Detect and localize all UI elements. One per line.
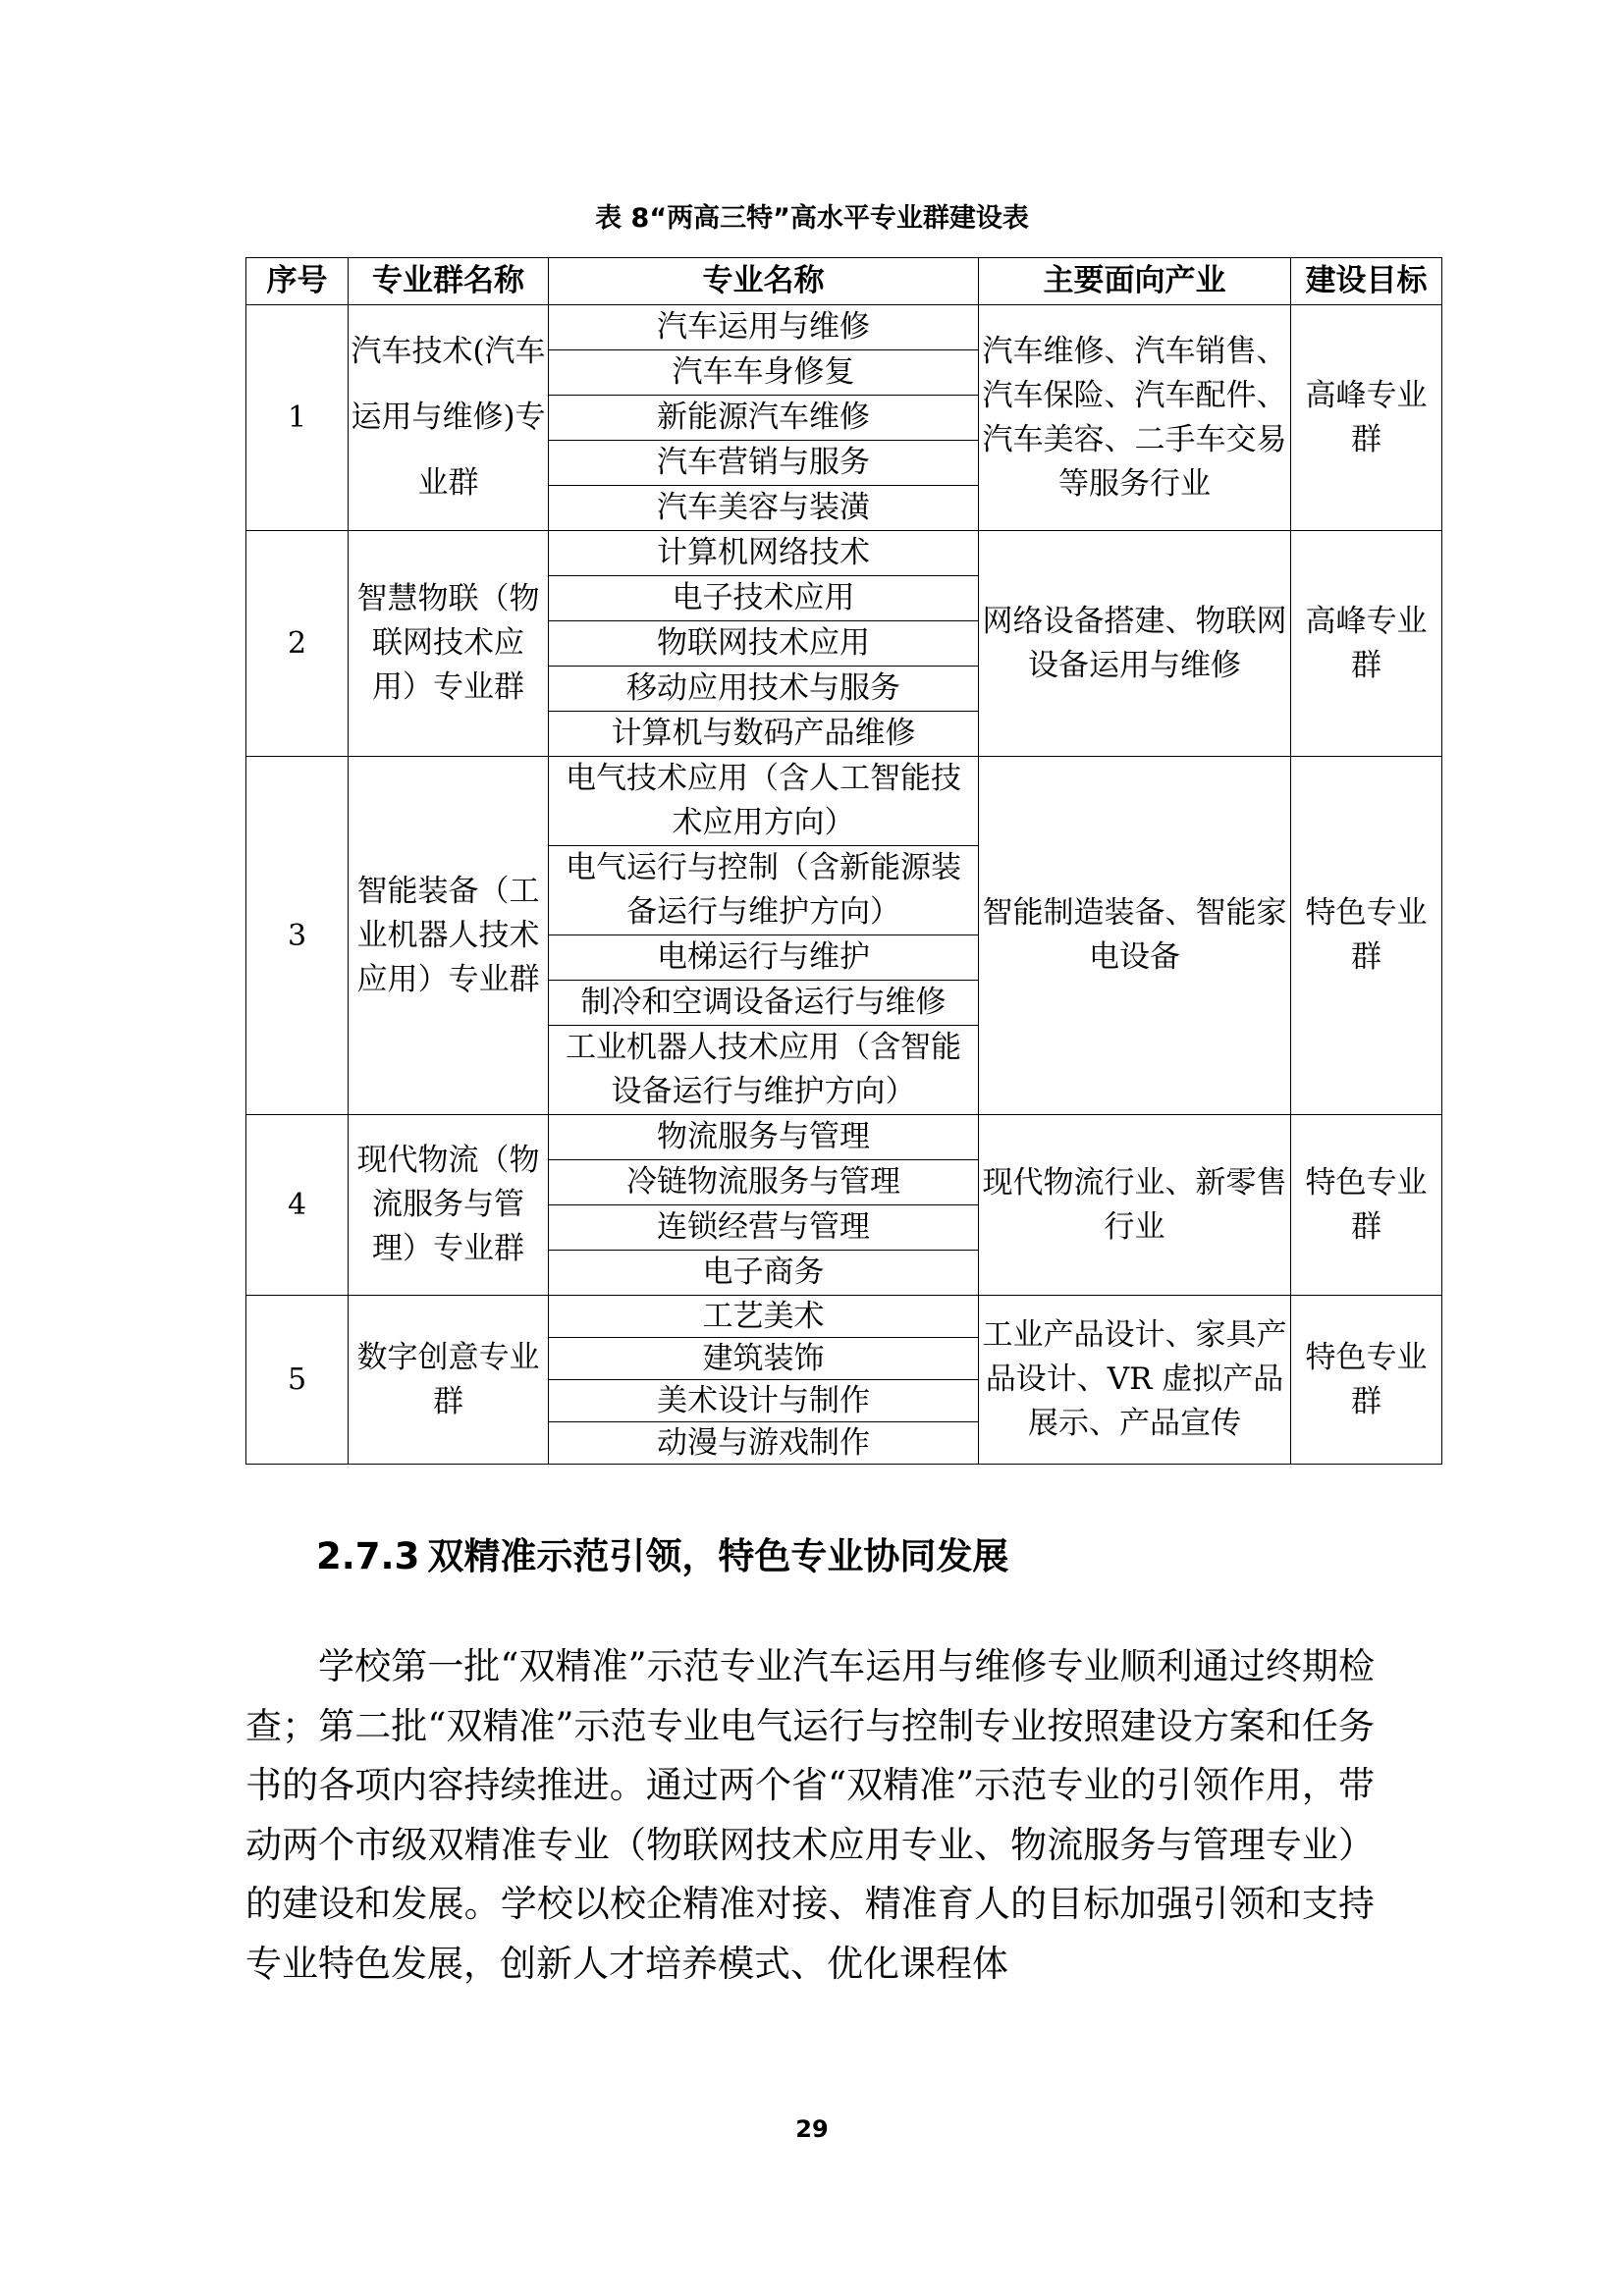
table-row [246,1115,1442,1160]
group-industry: 汽车维修、汽车销售、汽车保险、汽车配件、汽车美容、二手车交易等服务行业 [979,305,1291,531]
major-name: 电气运行与控制（含新能源装备运行与维护方向） [549,846,979,935]
major-name: 工业机器人技术应用（含智能设备运行与维护方向） [549,1026,979,1115]
major-name: 冷链物流服务与管理 [549,1160,979,1205]
group-name: 智慧物联（物联网技术应用）专业群 [349,531,549,757]
table-row [246,757,1442,846]
major-name: 新能源汽车维修 [549,396,979,441]
group-goal: 高峰专业群 [1291,305,1442,531]
specialty-group-table [245,257,1442,1465]
section-title: 双精准示范引领，特色专业协同发展 [427,1535,1009,1577]
group-number: 3 [246,757,349,1115]
group-name: 数字创意专业群 [349,1296,549,1465]
major-name: 汽车运用与维修 [549,305,979,350]
group-name: 智能装备（工业机器人技术应用）专业群 [349,757,549,1115]
group-number: 1 [246,305,349,531]
group-goal: 高峰专业群 [1291,531,1442,757]
major-name: 制冷和空调设备运行与维修 [549,981,979,1026]
major-name: 汽车车身修复 [549,350,979,396]
major-name: 电子商务 [549,1251,979,1296]
major-name: 汽车营销与服务 [549,441,979,486]
major-name: 工艺美术 [549,1296,979,1338]
group-number: 5 [246,1296,349,1465]
header-group-name: 专业群名称 [349,258,549,305]
group-goal: 特色专业群 [1291,1115,1442,1296]
section-heading [316,1526,1008,1579]
major-name: 连锁经营与管理 [549,1205,979,1251]
header-index: 序号 [246,258,349,305]
group-goal: 特色专业群 [1291,1296,1442,1465]
page-number: 29 [795,2115,829,2143]
group-industry: 现代物流行业、新零售行业 [979,1115,1291,1296]
section-number: 2.7.3 [316,1535,420,1577]
major-name: 建筑装饰 [549,1338,979,1380]
major-name: 美术设计与制作 [549,1380,979,1422]
table-header-row [246,258,1442,305]
table-row [246,1296,1442,1338]
group-name: 汽车技术(汽车运用与维修)专业群 [349,305,549,531]
major-name: 计算机网络技术 [549,531,979,576]
table-caption: 表 8“两高三特”高水平专业群建设表 [595,203,1029,234]
major-name: 电梯运行与维护 [549,935,979,981]
group-industry: 工业产品设计、家具产品设计、VR 虚拟产品展示、产品宣传 [979,1296,1291,1465]
header-goal: 建设目标 [1291,258,1442,305]
group-goal: 特色专业群 [1291,757,1442,1115]
major-name: 汽车美容与装潢 [549,486,979,531]
group-industry: 智能制造装备、智能家电设备 [979,757,1291,1115]
table-row [246,531,1442,576]
major-name: 物流服务与管理 [549,1115,979,1160]
major-name: 电气技术应用（含人工智能技术应用方向） [549,757,979,846]
group-number: 4 [246,1115,349,1296]
major-name: 动漫与游戏制作 [549,1422,979,1465]
header-major-name: 专业名称 [549,258,979,305]
body-paragraph: 学校第一批“双精准”示范专业汽车运用与维修专业顺利通过终期检查；第二批“双精准”示范专业电气运行与控制专业按照建设方案和任务书的各项内容持续推进。通过两个省“双精准”示范专业的引领作用，带动两个市级双精准专业（物联网技术应用专业、物流服务与管理专业）的建设和发展。学校以校企精准对接、精准育人的目标加强引领和支持专业特色发展，创新人才培养模式、优化课程体 [245,1645,1375,1985]
header-industry: 主要面向产业 [979,258,1291,305]
major-name: 计算机与数码产品维修 [549,712,979,757]
group-number: 2 [246,531,349,757]
group-industry: 网络设备搭建、物联网设备运用与维修 [979,531,1291,757]
group-name: 现代物流（物流服务与管理）专业群 [349,1115,549,1296]
table-row [246,305,1442,350]
major-name: 电子技术应用 [549,576,979,621]
major-name: 移动应用技术与服务 [549,667,979,712]
major-name: 物联网技术应用 [549,621,979,667]
